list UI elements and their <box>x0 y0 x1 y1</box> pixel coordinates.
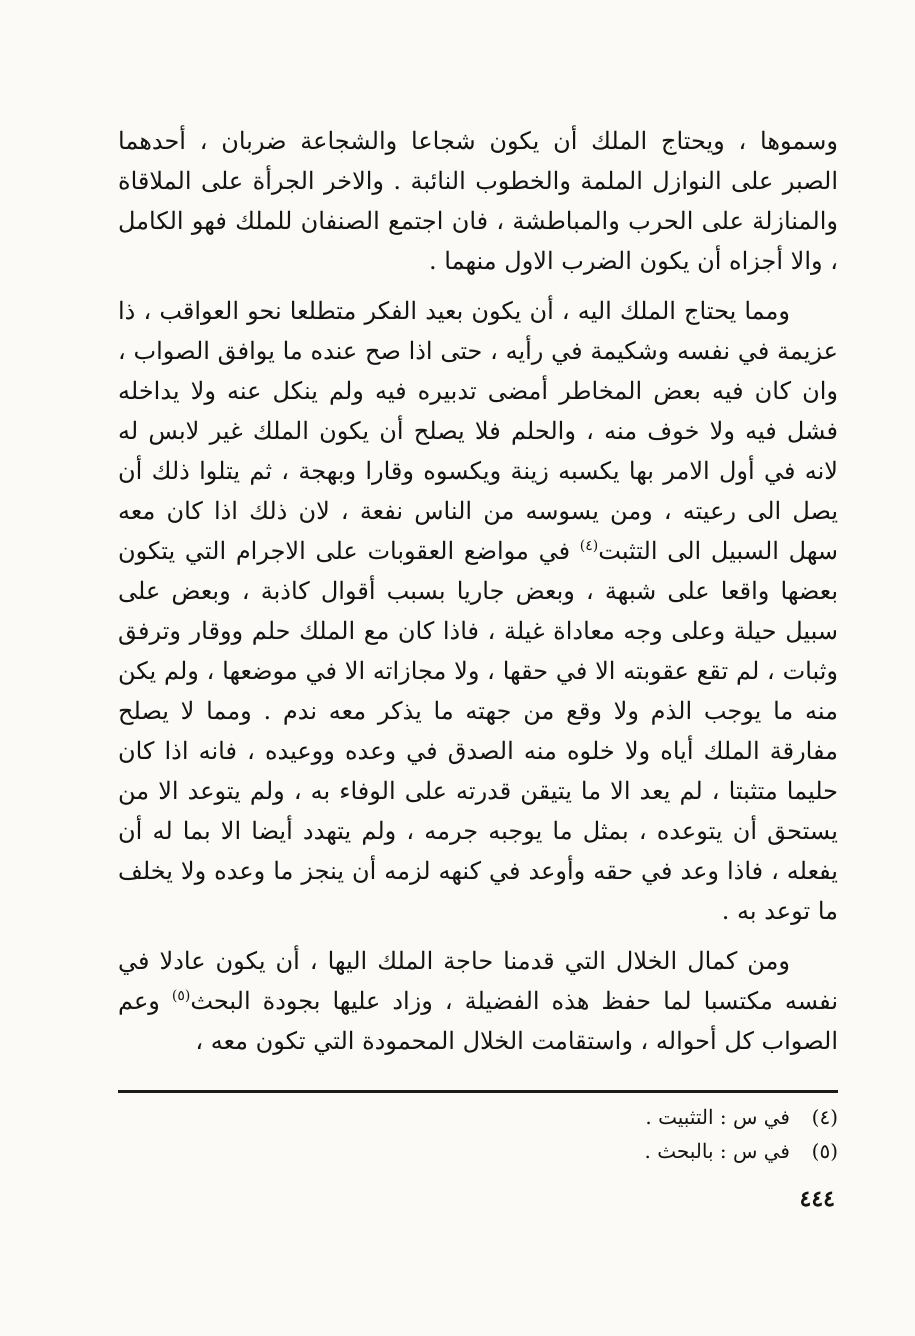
footnote-5 <box>300 1134 838 1168</box>
paragraph-1: وسموها ، ويحتاج الملك أن يكون شجاعا والشجاعة ضربان ، أحدهما الصبر على النوازل الملمة والخطوب النائبة . والاخر الجرأة على الملاقاة والمنازلة على الحرب والمباطشة ، فان اجتمع الصنفان للملك فهو الكامل ، والا أجزاه أن يكون الضرب الاول منهما . <box>118 127 838 275</box>
paragraph-2: ومما يحتاج الملك اليه ، أن يكون بعيد الفكر متطلعا نحو العواقب ، ذا عزيمة في نفسه وشكيمة في رأيه ، حتى اذا صح عنده ما يوافق الصواب ، وان كان فيه بعض المخاطر أمضى تدبيره فيه ولم ينكل عنه ولا يداخله فشل فيه ولا خوف منه ، والحلم فلا يصلح أن يكون الملك غير لابس له لانه في أول الامر بها يكسبه زينة ويكسوه وقارا وبهجة ، ثم يتلوا ذلك أن يصل الى رعيته ، ومن يسوسه من الناس نفعة ، لان ذلك اذا كان معه سهل السبيل الى التثبت$^{(٤)}$ في مواضع العقوبات على الاجرام التي يتكون بعضها واقعا على شبهة ، وبعض جاريا بسبب أقوال كاذبة ، وبعض على سبيل حيلة وعلى وجه معاداة غيلة ، فاذا كان مع الملك حلم ووقار وترفق وثبات ، لم تقع عقوبته الا في حقها ، ولا مجازاته الا في موضعها ، ولم يكن منه ما يوجب الذم ولا وقع من جهته ما يذكر معه ندم . ومما لا يصلح مفارقة الملك أياه ولا خلوه منه الصدق في وعده ووعيده ، فانه اذا كان حليما متثبتا ، لم يعد الا ما يتيقن قدرته على الوفاء به ، ولم يتوعد الا من يستحق أن يتوعده ، بمثل ما يوجبه جرمه ، ولم يتهدد أيضا الا بما له أن يفعله ، فاذا وعد في حقه وأوعد في كنهه لزمه أن ينجز ما وعده ولا يخلف ما توعد به . <box>118 297 839 925</box>
main-text <box>118 121 838 1061</box>
footnote-ref-5[interactable]: (٥) <box>171 988 191 1004</box>
footnote-text: في س : التثبيت . <box>645 1105 790 1129</box>
footnote-text: في س : بالبحث . <box>644 1139 790 1163</box>
paragraph-3: ومن كمال الخلال التي قدمنا حاجة الملك اليها ، أن يكون عادلا في نفسه مكتسبا لما حفظ هذه الفضيلة ، وزاد عليها بجودة البحث$^{(٥)}$ وعم الصواب كل أحواله ، واستقامت الخلال المحمودة التي تكون معه ، <box>118 947 838 1055</box>
page-number: ٤٤٤ <box>799 1186 835 1212</box>
footnote-4 <box>300 1100 838 1134</box>
footnote-separator <box>118 1090 838 1093</box>
footnote-ref-4[interactable]: (٤) <box>579 538 599 554</box>
footnote-number: (٥) <box>811 1139 838 1163</box>
footnotes <box>300 1100 838 1168</box>
footnote-number: (٤) <box>811 1105 838 1129</box>
